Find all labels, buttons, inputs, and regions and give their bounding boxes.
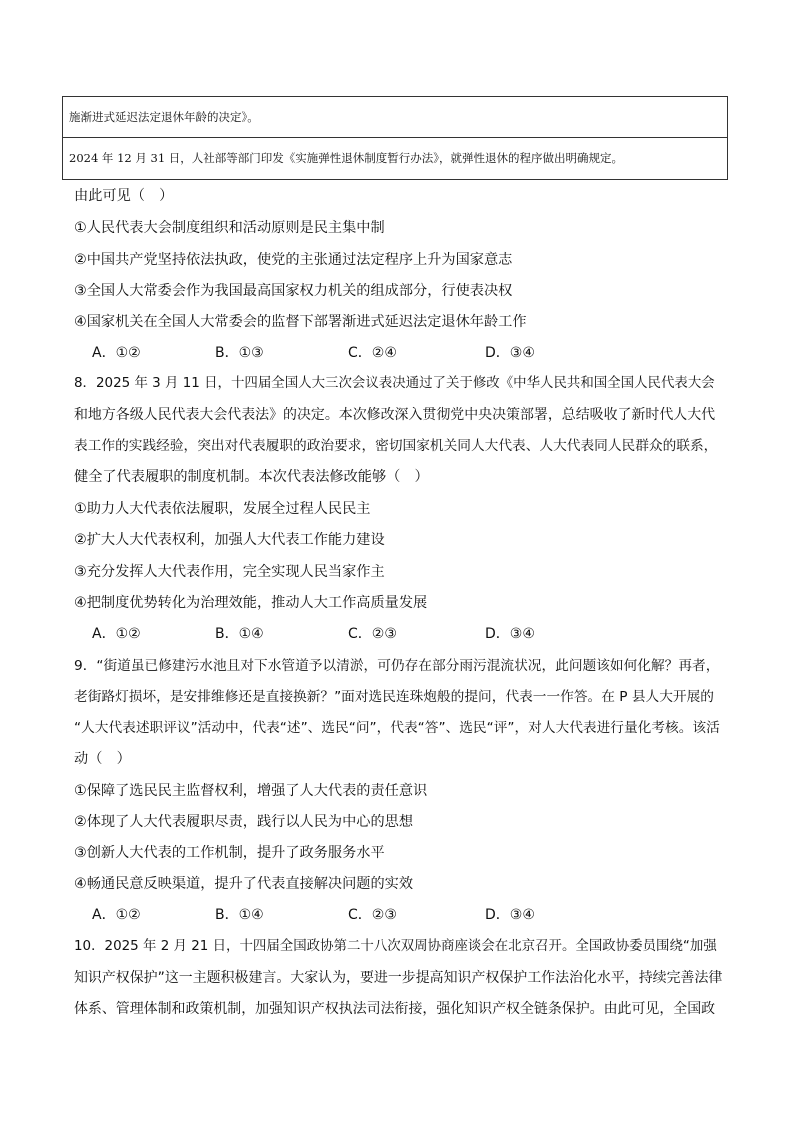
q9-option-c[interactable]: C．②③: [348, 907, 397, 923]
q8-item-1: ①助力人大代表依法履职，发展全过程人民民主: [74, 501, 371, 517]
q10-stem-line-2: 知识产权保护”这一主题积极建言。大家认为，要进一步提高知识产权保护工作法治化水平，持续完善法律: [74, 970, 723, 986]
q9-stem-line-2: 老街路灯损坏，是安排维修还是直接换新？”面对选民连珠炮般的提问，代表一一作答。在 P 县人大开展的: [74, 689, 714, 705]
q9-item-4: ④畅通民意反映渠道，提升了代表直接解决问题的实效: [74, 876, 414, 892]
q9-item-3: ③创新人大代表的工作机制，提升了政务服务水平: [74, 845, 385, 861]
q10-stem-line-3: 体系、管理体制和政策机制，加强知识产权执法司法衔接，强化知识产权全链条保护。由此可见，全国政: [74, 1001, 716, 1017]
q8-stem-line-1: 8．2025 年 3 月 11 日，十四届全国人大三次会议表决通过了关于修改《中华人民共和国全国人民代表大会: [74, 376, 715, 391]
q8-option-d[interactable]: D．③④: [485, 626, 535, 642]
q7-option-c[interactable]: C．②④: [348, 345, 397, 361]
q7-item-1: ①人民代表大会制度组织和活动原则是民主集中制: [74, 220, 385, 236]
q10-stem-line-1: 10．2025 年 2 月 21 日，十四届全国政协第二十八次双周协商座谈会在北京召开。全国政协委员围绕“加强: [74, 939, 717, 954]
q8-stem-line-3: 表工作的实践经验，突出对代表履职的政治要求，密切国家机关同人大代表、人大代表同人民群众的联系，: [74, 438, 718, 454]
q9-option-b[interactable]: B．①④: [215, 907, 264, 923]
q8-item-2: ②扩大人大代表权利，加强人大代表工作能力建设: [74, 532, 385, 548]
q9-option-a[interactable]: A．①②: [92, 907, 141, 923]
table-row: 2024 年 12 月 31 日，人社部等部门印发《实施弹性退休制度暂行办法》，就弹性退休的程序做出明确规定。: [69, 151, 624, 165]
material-table: [62, 96, 728, 180]
q9-stem-line-3: “人大代表述职评议”活动中，代表“述”、选民“问”，代表“答”、选民“评”，对人大代表进行量化考核。该活: [74, 720, 720, 736]
q8-item-4: ④把制度优势转化为治理效能，推动人大工作高质量发展: [74, 595, 428, 611]
q8-stem-line-4: 健全了代表履职的制度机制。本次代表法修改能够（ ）: [74, 469, 429, 485]
q8-option-c[interactable]: C．②③: [348, 626, 397, 642]
q7-option-b[interactable]: B．①③: [215, 345, 264, 361]
q7-item-4: ④国家机关在全国人大常委会的监督下部署渐进式延迟法定退休年龄工作: [74, 314, 527, 330]
table-row: 施渐进式延迟法定退休年龄的决定》。: [63, 97, 727, 138]
q9-item-2: ②体现了人大代表履职尽责，践行以人民为中心的思想: [74, 814, 414, 830]
q9-stem-line-1: 9．“街道虽已修建污水池且对下水管道予以清淤，可仍存在部分雨污混流状况，此问题该如何化解？再者，: [74, 658, 720, 674]
q8-item-3: ③充分发挥人大代表作用，完全实现人民当家作主: [74, 564, 385, 580]
q9-item-1: ①保障了选民民主监督权利，增强了人大代表的责任意识: [74, 783, 428, 799]
q7-item-3: ③全国人大常委会作为我国最高国家权力机关的组成部分，行使表决权: [74, 283, 513, 299]
q9-option-d[interactable]: D．③④: [485, 907, 535, 923]
q8-option-b[interactable]: B．①④: [215, 626, 264, 642]
q8-stem-line-2: 和地方各级人民代表大会代表法》的决定。本次修改深入贯彻党中央决策部署，总结吸收了新时代人大代: [74, 407, 716, 423]
q8-option-a[interactable]: A．①②: [92, 626, 141, 642]
q7-stem: 由此可见（ ）: [74, 188, 174, 204]
q7-option-a[interactable]: A．①②: [92, 345, 141, 361]
q7-item-2: ②中国共产党坚持依法执政，使党的主张通过法定程序上升为国家意志: [74, 252, 513, 268]
q9-stem-line-4: 动（ ）: [74, 751, 131, 767]
q7-option-d[interactable]: D．③④: [485, 345, 535, 361]
